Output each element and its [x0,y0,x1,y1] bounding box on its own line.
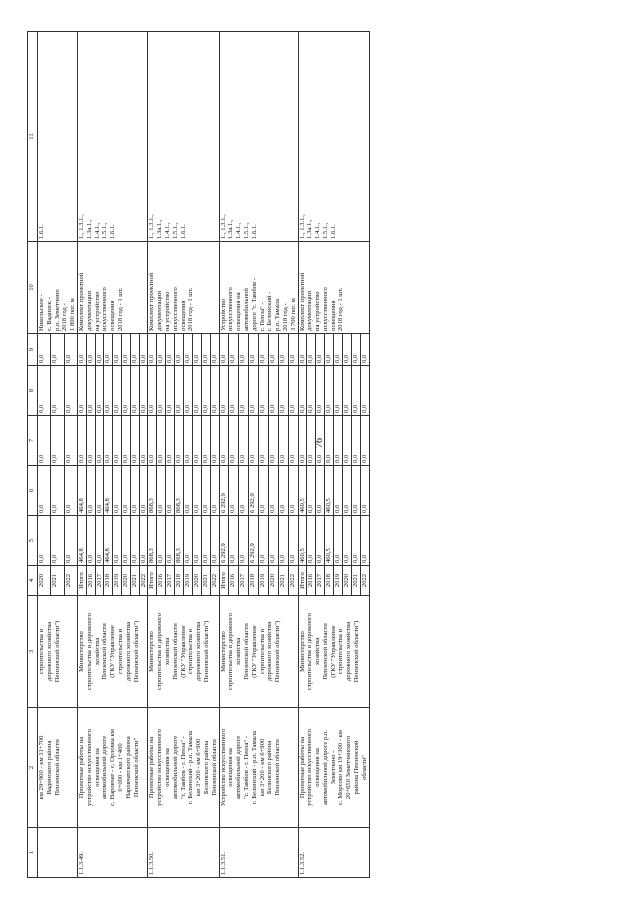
federal-budget-cell: 0,0 [183,416,192,466]
header-cell: 2 [28,708,38,828]
regional-budget-cell: 0,0 [316,466,325,516]
regional-budget-cell: 0,0 [229,466,239,516]
federal-budget-cell: 0,0 [334,416,343,466]
federal-budget-cell: 0,0 [201,416,210,466]
year-cell: Итого [298,566,307,596]
indicators-cell: 1., 1.3.1., 1.3а.1., 1.4.1., 1.5.1., 1.6.1. [77,32,147,242]
total-cell: 0,0 [130,516,139,566]
municipal-budget-cell: 0,0 [130,366,139,416]
regional-budget-cell: 0,0 [121,466,130,516]
item-number-cell: 1.1.3.52. [298,828,369,878]
year-cell: 2017 [239,566,249,596]
year-cell: 2022 [360,566,369,596]
total-cell: 0,0 [166,516,175,566]
executor-cell: Министерство строительства и дорожного хозяйства Пензенской области (ГКУ "Управление строительства и дорожного хозяйства Пензенской области") [298,596,369,708]
federal-budget-cell: 0,0 [104,416,113,466]
other-sources-cell: 0,0 [86,334,95,366]
other-sources-cell: 0,0 [51,334,64,366]
other-sources-cell: 0,0 [175,334,184,366]
regional-budget-cell: 0,0 [113,466,122,516]
regional-budget-cell: 6 292,9 [219,466,229,516]
other-sources-cell: 0,0 [113,334,122,366]
municipal-budget-cell: 0,0 [201,366,210,416]
year-cell: 2022 [64,566,77,596]
federal-budget-cell: 0,0 [51,416,64,466]
municipal-budget-cell: 0,0 [51,366,64,416]
total-cell: 0,0 [113,516,122,566]
other-sources-cell: 0,0 [307,334,316,366]
total-cell: 464,8 [77,516,86,566]
municipal-budget-cell: 0,0 [325,366,334,416]
other-sources-cell: 0,0 [210,334,219,366]
other-sources-cell: 0,0 [351,334,360,366]
other-sources-cell: 0,0 [239,334,249,366]
year-cell: 2018 [104,566,113,596]
municipal-budget-cell: 0,0 [192,366,201,416]
item-number-cell [38,828,78,878]
item-name-cell: Проектные работы на устройство искусственного освещения на автомобильной дороге "г. Тамбов - г. Пенза" - г. Белинский - р.п. Тамала км 3+200 - км 6+900 Белинского района Пензенской области [148,708,219,828]
result-cell: Комплект проектной документации на устройство искусственного освещения 2018 год - 1 шт. [148,242,219,334]
federal-budget-cell: 0,0 [175,416,184,466]
federal-budget-cell: 0,0 [157,416,166,466]
total-cell: 0,0 [192,516,201,566]
total-cell: 0,0 [51,516,64,566]
federal-budget-cell: 0,0 [229,416,239,466]
year-cell: Итого [77,566,86,596]
regional-budget-cell: 464,8 [77,466,86,516]
other-sources-cell: 0,0 [139,334,148,366]
year-cell: 2016 [157,566,166,596]
federal-budget-cell: 0,0 [278,416,288,466]
header-cell: 4 [28,566,38,596]
federal-budget-cell: 0,0 [288,416,298,466]
federal-budget-cell: 0,0 [121,416,130,466]
regional-budget-cell: 0,0 [239,466,249,516]
municipal-budget-cell: 0,0 [183,366,192,416]
other-sources-cell: 0,0 [130,334,139,366]
regional-budget-cell: 0,0 [183,466,192,516]
table-body [38,32,370,878]
federal-budget-cell: 0,0 [219,416,229,466]
municipal-budget-cell: 0,0 [258,366,268,416]
municipal-budget-cell: 0,0 [77,366,86,416]
other-sources-cell: 0,0 [148,334,157,366]
regional-budget-cell: 460,5 [325,466,334,516]
year-cell: 2017 [166,566,175,596]
total-cell: 460,5 [325,516,334,566]
federal-budget-cell: 0,0 [113,416,122,466]
federal-budget-cell: 0,0 [258,416,268,466]
other-sources-cell: 0,0 [77,334,86,366]
item-name-cell: Проектные работы на устройство искусственного освещения на автомобильной дороге р.п. Земетчино - с. Морсово км 19+300 - км 20+650 Земетчинского района Пензенской области" [298,708,369,828]
executor-cell: Министерство строительства и дорожного хозяйства Пензенской области (ГКУ "Управление строительства и дорожного хозяйства Пензенской области") [219,596,298,708]
table-row [77,32,86,878]
total-cell: 0,0 [95,516,104,566]
regional-budget-cell: 0,0 [157,466,166,516]
total-cell: 0,0 [258,516,268,566]
federal-budget-cell: 0,0 [360,416,369,466]
page-number: 76 [314,438,325,448]
federal-budget-cell: 0,0 [148,416,157,466]
total-cell: 0,0 [86,516,95,566]
other-sources-cell: 0,0 [360,334,369,366]
other-sources-cell: 0,0 [121,334,130,366]
year-cell: 2022 [139,566,148,596]
municipal-budget-cell: 0,0 [95,366,104,416]
year-cell: 2022 [288,566,298,596]
item-name-cell: км 29+900 - км 31+700 Вадинского района Пензенской области [38,708,78,828]
year-cell: 2021 [130,566,139,596]
federal-budget-cell: 0,0 [342,416,351,466]
other-sources-cell: 0,0 [249,334,259,366]
year-cell: 2020 [342,566,351,596]
other-sources-cell: 0,0 [104,334,113,366]
indicators-cell: 1.6.1. [38,32,78,242]
regional-budget-cell: 0,0 [258,466,268,516]
year-cell: 2020 [38,566,51,596]
regional-budget-cell: 0,0 [192,466,201,516]
other-sources-cell: 0,0 [278,334,288,366]
municipal-budget-cell: 0,0 [307,366,316,416]
municipal-budget-cell: 0,0 [64,366,77,416]
indicators-cell: 1., 1.3.1., 1.3а.1., 1.4.1., 1.5.1., 1.6.1. [298,32,369,242]
federal-budget-cell: 0,0 [38,416,51,466]
other-sources-cell: 0,0 [298,334,307,366]
regional-budget-cell: 0,0 [139,466,148,516]
total-cell: 868,3 [148,516,157,566]
municipal-budget-cell: 0,0 [175,366,184,416]
total-cell: 6 292,9 [219,516,229,566]
program-table [27,31,370,878]
total-cell: 0,0 [316,516,325,566]
federal-budget-cell: 0,0 [325,416,334,466]
regional-budget-cell: 0,0 [342,466,351,516]
regional-budget-cell: 868,3 [148,466,157,516]
regional-budget-cell: 0,0 [38,466,51,516]
federal-budget-cell: 0,0 [249,416,259,466]
year-cell: Итого [219,566,229,596]
item-name-cell: Проектные работы на устройство искусственного освещения на автомобильной дороге с. Наровчат - с. Орловка км 0+000 - км 1+400 Наровчатского района Пензенской области" [77,708,147,828]
municipal-budget-cell: 0,0 [351,366,360,416]
municipal-budget-cell: 0,0 [360,366,369,416]
other-sources-cell: 0,0 [288,334,298,366]
total-cell: 0,0 [38,516,51,566]
rotated-table-container [27,32,555,878]
other-sources-cell: 0,0 [342,334,351,366]
item-number-cell: 1.1.3.49. [77,828,147,878]
regional-budget-cell: 0,0 [166,466,175,516]
total-cell: 0,0 [360,516,369,566]
total-cell: 0,0 [229,516,239,566]
municipal-budget-cell: 0,0 [113,366,122,416]
other-sources-cell: 0,0 [316,334,325,366]
municipal-budget-cell: 0,0 [229,366,239,416]
municipal-budget-cell: 0,0 [139,366,148,416]
header-cell: 1 [28,828,38,878]
municipal-budget-cell: 0,0 [121,366,130,416]
regional-budget-cell: 0,0 [210,466,219,516]
federal-budget-cell: 0,0 [64,416,77,466]
year-cell: 2021 [51,566,64,596]
total-cell: 0,0 [334,516,343,566]
indicators-cell: 1., 1.3.1., 1.3а.1., 1.4.1., 1.5.1., 1.6.1. [148,32,219,242]
year-cell: 2021 [351,566,360,596]
total-cell: 0,0 [288,516,298,566]
header-cell: 5 [28,516,38,566]
federal-budget-cell: 0,0 [77,416,86,466]
regional-budget-cell: 460,5 [298,466,307,516]
year-cell: 2018 [249,566,259,596]
total-cell: 0,0 [239,516,249,566]
federal-budget-cell: 0,0 [268,416,278,466]
executor-cell: строительства и дорожного хозяйства Пензенской области") [38,596,78,708]
header-cell: 11 [28,32,38,242]
municipal-budget-cell: 0,0 [268,366,278,416]
indicators-cell: 1., 1.3.1., 1.3а.1., 1.4.1., 1.5.1., 1.6.1. [219,32,298,242]
municipal-budget-cell: 0,0 [342,366,351,416]
total-cell: 0,0 [307,516,316,566]
other-sources-cell: 0,0 [38,334,51,366]
year-cell: 2020 [121,566,130,596]
year-cell: 2020 [192,566,201,596]
other-sources-cell: 0,0 [201,334,210,366]
year-cell: 2020 [268,566,278,596]
federal-budget-cell: 0,0 [86,416,95,466]
total-cell: 6 292,9 [249,516,259,566]
regional-budget-cell: 0,0 [51,466,64,516]
table-row [38,32,51,878]
federal-budget-cell: 0,0 [239,416,249,466]
municipal-budget-cell: 0,0 [86,366,95,416]
table-row [298,32,307,878]
other-sources-cell: 0,0 [258,334,268,366]
year-cell: 2019 [258,566,268,596]
year-cell: 2016 [86,566,95,596]
federal-budget-cell: 0,0 [210,416,219,466]
other-sources-cell: 0,0 [64,334,77,366]
regional-budget-cell: 868,3 [175,466,184,516]
regional-budget-cell: 6 292,9 [249,466,259,516]
federal-budget-cell: 0,0 [166,416,175,466]
year-cell: 2019 [113,566,122,596]
municipal-budget-cell: 0,0 [288,366,298,416]
other-sources-cell: 0,0 [325,334,334,366]
year-cell: Итого [148,566,157,596]
federal-budget-cell: 0,0 [316,416,325,466]
header-cell: 3 [28,596,38,708]
total-cell: 0,0 [64,516,77,566]
total-cell: 0,0 [342,516,351,566]
header-cell: 9 [28,334,38,366]
item-number-cell: 1.1.3.50. [148,828,219,878]
total-cell: 0,0 [121,516,130,566]
regional-budget-cell: 0,0 [278,466,288,516]
municipal-budget-cell: 0,0 [219,366,229,416]
other-sources-cell: 0,0 [229,334,239,366]
regional-budget-cell: 0,0 [334,466,343,516]
municipal-budget-cell: 0,0 [249,366,259,416]
regional-budget-cell: 0,0 [268,466,278,516]
federal-budget-cell: 0,0 [139,416,148,466]
year-cell: 2016 [229,566,239,596]
municipal-budget-cell: 0,0 [157,366,166,416]
total-cell: 0,0 [278,516,288,566]
federal-budget-cell: 0,0 [351,416,360,466]
total-cell: 464,8 [104,516,113,566]
municipal-budget-cell: 0,0 [148,366,157,416]
table-row [148,32,157,878]
year-cell: 2017 [316,566,325,596]
municipal-budget-cell: 0,0 [239,366,249,416]
total-cell: 0,0 [157,516,166,566]
municipal-budget-cell: 0,0 [334,366,343,416]
total-cell: 868,3 [175,516,184,566]
year-cell: 2018 [175,566,184,596]
total-cell: 0,0 [268,516,278,566]
year-cell: 2019 [183,566,192,596]
municipal-budget-cell: 0,0 [210,366,219,416]
table-row [219,32,229,878]
item-name-cell: Устройство искусственного освещения на автомобильной дороге "г. Тамбов - г. Пенза" - г. Белинский - р.п. Тамала км 3+200 - км 6+900 Белинского района Пензенской области [219,708,298,828]
header-cell: 8 [28,366,38,416]
federal-budget-cell: 0,0 [298,416,307,466]
year-cell: 2019 [334,566,343,596]
regional-budget-cell: 0,0 [288,466,298,516]
other-sources-cell: 0,0 [157,334,166,366]
header-row [28,32,38,878]
total-cell: 0,0 [183,516,192,566]
municipal-budget-cell: 0,0 [298,366,307,416]
year-cell: 2018 [325,566,334,596]
year-cell: 2017 [95,566,104,596]
total-cell: 0,0 [351,516,360,566]
other-sources-cell: 0,0 [219,334,229,366]
result-cell: Комплект проектной документации на устройство искусственного освещения 2018 год - 1 шт. [298,242,369,334]
executor-cell: Министерство строительства и дорожного хозяйства Пензенской области (ГКУ "Управление строительства и дорожного хозяйства Пензенской области") [148,596,219,708]
year-cell: 2021 [201,566,210,596]
total-cell: 0,0 [139,516,148,566]
other-sources-cell: 0,0 [268,334,278,366]
header-cell: 6 [28,466,38,516]
regional-budget-cell: 0,0 [64,466,77,516]
year-cell: 2022 [210,566,219,596]
municipal-budget-cell: 0,0 [38,366,51,416]
regional-budget-cell: 0,0 [351,466,360,516]
regional-budget-cell: 0,0 [201,466,210,516]
result-cell: Никольское - с. Вадинск - р.п. Земетчино 2018 год - 1 800 пог. м [38,242,78,334]
municipal-budget-cell: 0,0 [316,366,325,416]
municipal-budget-cell: 0,0 [104,366,113,416]
other-sources-cell: 0,0 [95,334,104,366]
header-cell: 10 [28,242,38,334]
municipal-budget-cell: 0,0 [278,366,288,416]
regional-budget-cell: 464,8 [104,466,113,516]
other-sources-cell: 0,0 [166,334,175,366]
federal-budget-cell: 0,0 [95,416,104,466]
regional-budget-cell: 0,0 [130,466,139,516]
result-cell: Комплект проектной документации на устройство искусственного освещения 2018 год - 1 шт. [77,242,147,334]
regional-budget-cell: 0,0 [86,466,95,516]
regional-budget-cell: 0,0 [95,466,104,516]
executor-cell: Министерство строительства и дорожного хозяйства Пензенской области (ГКУ "Управление строительства и дорожного хозяйства Пензенской области") [77,596,147,708]
regional-budget-cell: 0,0 [307,466,316,516]
total-cell: 460,5 [298,516,307,566]
federal-budget-cell: 0,0 [130,416,139,466]
federal-budget-cell: 0,0 [192,416,201,466]
year-cell: 2021 [278,566,288,596]
total-cell: 0,0 [210,516,219,566]
item-number-cell: 1.1.3.51. [219,828,298,878]
total-cell: 0,0 [201,516,210,566]
year-cell: 2016 [307,566,316,596]
result-cell: Устройство искусственного освещения на автомобильной дороге "г. Тамбов - г. Пенза" - г. Белинский - р.п. Тамала 2018 год - 3 700 пог. м [219,242,298,334]
regional-budget-cell: 0,0 [360,466,369,516]
header-cell: 7 [28,416,38,466]
other-sources-cell: 0,0 [192,334,201,366]
other-sources-cell: 0,0 [334,334,343,366]
municipal-budget-cell: 0,0 [166,366,175,416]
other-sources-cell: 0,0 [183,334,192,366]
federal-budget-cell: 0,0 [307,416,316,466]
